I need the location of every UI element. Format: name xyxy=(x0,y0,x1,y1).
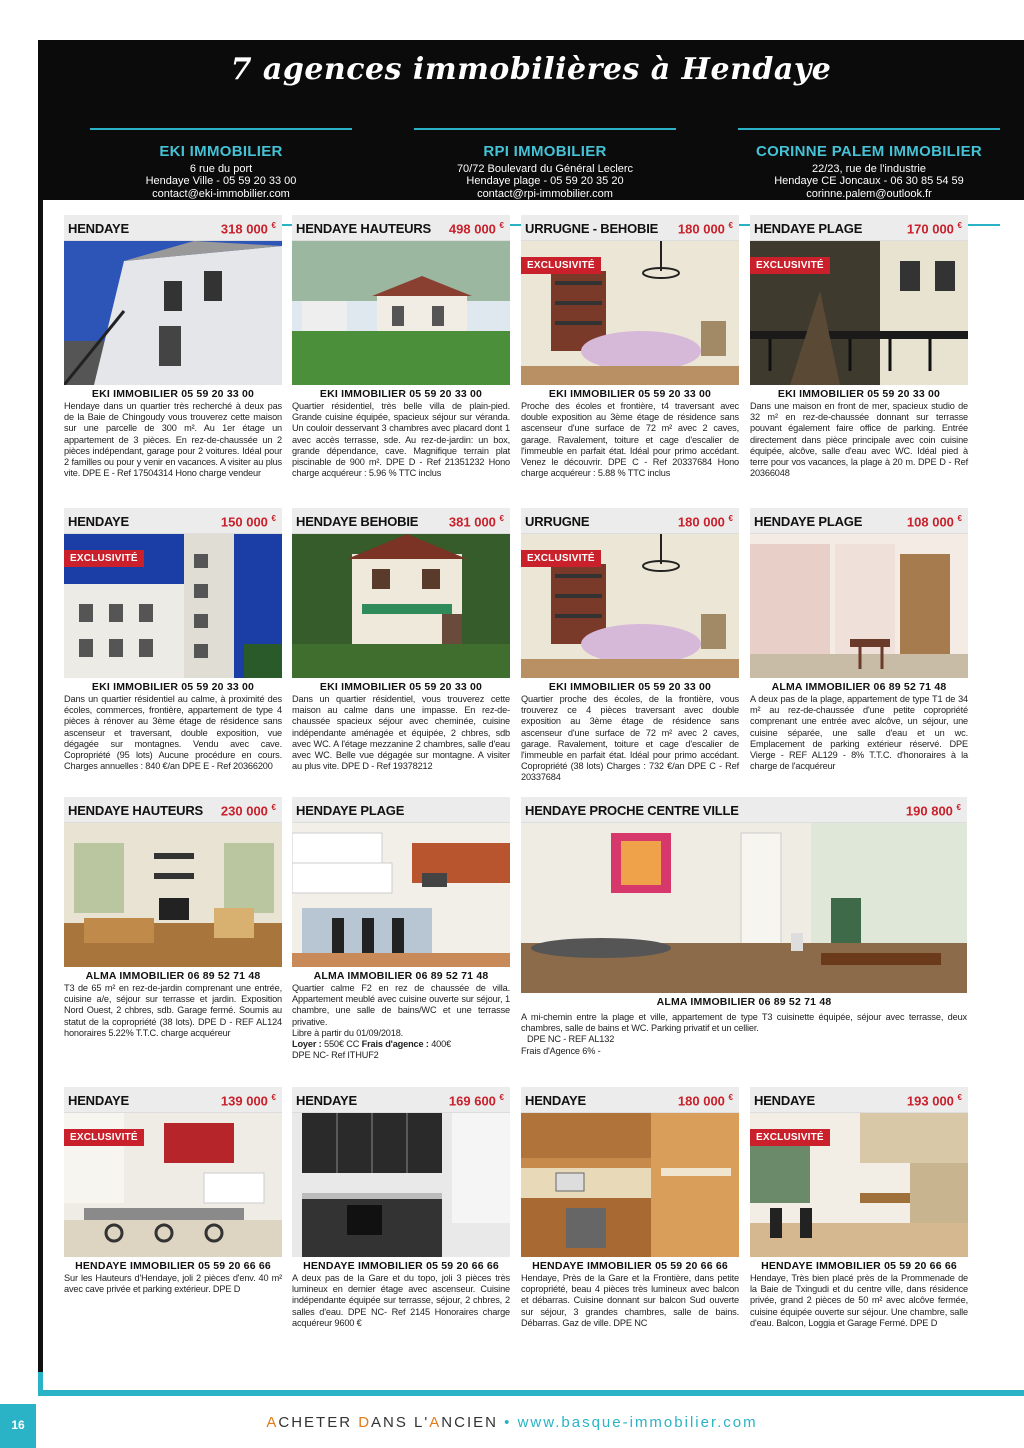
agency-email[interactable]: contact@eki-immobilier.com xyxy=(152,187,290,200)
agency-phone: Hendaye plage - 05 59 20 35 20 xyxy=(466,175,624,187)
listing-header xyxy=(292,508,510,534)
listing-header xyxy=(750,215,968,241)
agency-phone: Hendaye CE Joncaux - 06 30 85 54 59 xyxy=(774,175,964,187)
listing-description: Hendaye, Près de la Gare et la Frontière, dans petite copropriété, beau 4 pièces très lumineux avec balcon et débarras. Cuisine donnant sur balcon Sud ouverte sur séjour, 3 grandes chambres, salle de bains. Débarras. Gaz de ville. DPE NC xyxy=(521,1273,739,1328)
dining-room-photo[interactable] xyxy=(521,241,739,385)
listing-contact: EKI IMMOBILIER 05 59 20 33 00 xyxy=(91,388,255,400)
listing-header xyxy=(521,1087,739,1113)
listing-location: HENDAYE HAUTEURS xyxy=(296,221,432,236)
listing-price: 169 600 € xyxy=(448,1093,504,1109)
listing-description: A deux pas de la plage, appartement de type T1 de 34 m² au rez-de-chaussée d'une petite copropriété comprenant une entrée avec alcôve, un séjour, une cuisine séparée, une salle d'eau et un wc. Emplacement de parking extérieur réservé. DPE Vierge - REF AL129 - 8% T.T.C. d'honoraires à la charge de l'acquéreur xyxy=(750,694,968,772)
listing-card[interactable] xyxy=(750,1087,968,1329)
house-photo[interactable] xyxy=(64,241,282,385)
dining-room-photo[interactable] xyxy=(521,534,739,678)
listing-description: Hendaye dans un quartier très recherché à deux pas de la Baie de Chingoudy vous trouverez cette maison sur une parcelle de 300 m². Au 1er étage un appartement de 3 pièces. En rez-de-chaussée un 2 pièces indépendant, garage pour 2 voitures. Idéal pour 2 familles ou pour y venir en vacances. A visiter au plus vite. DPE E - Ref 17504314 Hono charge vendeur xyxy=(64,401,282,479)
listing-location: HENDAYE BEHOBIE xyxy=(296,514,419,529)
listing-description: A mi-chemin entre la plage et ville, appartement de type T3 cuisinette équipée, séjour avec terrasse, deux chambres, salle de bains et WC. Parking privatif et un cellier. DPE NC - REF AL132 Frais d'Agence 6% - xyxy=(521,1012,967,1056)
listing-location: HENDAYE HAUTEURS xyxy=(68,803,204,818)
listing-contact: EKI IMMOBILIER 05 59 20 33 00 xyxy=(319,388,483,400)
listing-description: Dans un quartier résidentiel au calme, à proximité des écoles, commerces, frontière, appartement de type 4 pièces à rénover au 3ème étage de résidence sans ascenseur et traversant, double exposition, vue dégagée sur montagnes. Vendu avec cave. Copropriété (95 lots) Aucune procédure en cours. Charges annuelles : 840 €/an DPE E - Ref 20366200 xyxy=(64,694,282,772)
listing-header xyxy=(292,797,510,823)
listing-location: URRUGNE xyxy=(525,514,590,529)
listing-header xyxy=(292,215,510,241)
listing-contact: ALMA IMMOBILIER 06 89 52 71 48 xyxy=(656,996,832,1008)
listing-price: 318 000 € xyxy=(220,221,276,237)
listing-description: Dans un quartier résidentiel, vous trouverez cette maison au calme dans une impasse. En rez-de-chaussée spacieux séjour avec cheminée, cuisine indépendante aménagée et équipée, 2 chbres, sdb avec WC. A l'étage mezzanine 2 chambres, salle d'eau avec WC. Belle vue dégagée sur montagne. A visiter au plus vite. DPE D - Ref 19378212 xyxy=(292,694,510,772)
header-title: 7 agences immobilières à Hendaye xyxy=(230,52,832,87)
listing-header xyxy=(521,797,967,823)
listing-price: 190 800 € xyxy=(905,803,961,819)
balcony-photo[interactable] xyxy=(750,241,968,385)
apartment-photo[interactable] xyxy=(521,823,967,993)
listing-contact: ALMA IMMOBILIER 06 89 52 71 48 xyxy=(85,970,261,982)
listing-contact: EKI IMMOBILIER 05 59 20 33 00 xyxy=(777,388,941,400)
agency-eki xyxy=(90,130,352,200)
agency-name: RPI IMMOBILIER xyxy=(483,143,607,160)
listing-description: Dans une maison en front de mer, spacieux studio de 32 m² en rez-de-chaussée donnant sur terrasse pouvant également faire office de parking. Entrée directement dans pièce principale avec coin cuisine équipée, alcôve, salle d'eau avec WC. Idéal pied à terre pour vos vacances, la plage à 20 m. DPE D - Ref 20366048 xyxy=(750,401,968,479)
listing-price: 150 000 € xyxy=(220,514,276,530)
exclusivity-badge: EXCLUSIVITÉ xyxy=(521,550,601,567)
kitchen-photo[interactable] xyxy=(64,1113,282,1257)
listing-location: HENDAYE PLAGE xyxy=(754,514,863,529)
listing-price: 180 000 € xyxy=(677,514,733,530)
kitchen-photo[interactable] xyxy=(292,823,510,967)
listing-card[interactable] xyxy=(64,215,282,479)
listing-price: 180 000 € xyxy=(677,1093,733,1109)
listing-description: Hendaye, Très bien placé près de la Prommenade de la Baie de Txingudi et du centre ville, dans résidence privée, grand 2 pièces de 50 m² avec alcôve fermée, cuisine équipée ouverte sur séjour. Une chambre, salle d'eau. Balcon, Loggia et Garage Fermé. DPE D xyxy=(750,1273,968,1328)
divider xyxy=(90,128,352,130)
agency-name: CORINNE PALEM IMMOBILIER xyxy=(755,143,983,160)
listing-header xyxy=(64,797,282,823)
listing-contact: HENDAYE IMMOBILIER 05 59 20 66 66 xyxy=(532,1260,728,1272)
exclusivity-badge: EXCLUSIVITÉ xyxy=(750,1129,830,1146)
room-photo[interactable] xyxy=(750,534,968,678)
listing-card[interactable] xyxy=(292,215,510,479)
listing-card[interactable] xyxy=(521,1087,739,1329)
listing-header xyxy=(521,508,739,534)
living-room-photo[interactable] xyxy=(64,823,282,967)
exclusivity-badge: EXCLUSIVITÉ xyxy=(521,257,601,274)
footer-tagline: ACHETER DANS L'ANCIEN • www.basque-immobilier.com xyxy=(266,1414,758,1431)
listing-card[interactable] xyxy=(521,508,739,784)
listing-location: HENDAYE xyxy=(68,514,129,529)
footer-band-inner xyxy=(43,1372,1024,1390)
building-photo[interactable] xyxy=(64,534,282,678)
listing-location: HENDAYE xyxy=(296,1093,357,1108)
listing-header xyxy=(292,1087,510,1113)
listing-price: 108 000 € xyxy=(906,514,962,530)
listing-card[interactable] xyxy=(64,508,282,772)
divider xyxy=(738,128,1000,130)
listing-location: HENDAYE PLAGE xyxy=(296,803,405,818)
listing-location: URRUGNE - BEHOBIE xyxy=(525,221,659,236)
listing-price: 381 000 € xyxy=(448,514,504,530)
listing-location: HENDAYE PROCHE CENTRE VILLE xyxy=(525,803,739,818)
kitchen-photo[interactable] xyxy=(750,1113,968,1257)
listing-header xyxy=(521,215,739,241)
listing-location: HENDAYE xyxy=(754,1093,815,1108)
listing-location: HENDAYE xyxy=(68,221,129,236)
listing-card[interactable] xyxy=(292,1087,510,1329)
listing-card[interactable] xyxy=(521,797,967,1057)
listing-contact: ALMA IMMOBILIER 06 89 52 71 48 xyxy=(313,970,489,982)
listing-card[interactable] xyxy=(292,508,510,772)
listing-description: Quartier proche des écoles, de la frontière, vous trouverez ce 4 pièces traversant avec double exposition au 3ème étage de résidence sans ascenseur d'une surface de 72 m² avec 2 caves, garage. Ravalement, toiture et cage d'escalier de l'immeuble en parfait état. Idéal pour primo accédant. Copropriété (38 lots) Charges : 732 €/an DPE C - Ref 20337684 xyxy=(521,694,739,783)
agency-address: 70/72 Boulevard du Général Leclerc xyxy=(456,162,634,175)
agency-palem xyxy=(738,130,1000,200)
kitchen-photo[interactable] xyxy=(292,1113,510,1257)
listing-card[interactable] xyxy=(750,508,968,772)
listing-card[interactable] xyxy=(521,215,739,479)
listing-price: 139 000 € xyxy=(220,1093,276,1109)
listing-card[interactable] xyxy=(64,797,282,1039)
listing-description: T3 de 65 m² en rez-de-jardin comprenant une entrée, cuisine a/e, séjour sur terrasse et jardin. Exposition Nord Ouest, 2 chbres, sdb. Garage fermé. Soumis au statut de la copropriété (38 lots). DPE D - REF AL124 honoraires 5.22% T.T.C. charge acquéreur xyxy=(64,983,282,1038)
listing-card[interactable] xyxy=(292,797,510,1061)
agency-email[interactable]: corinne.palem@outlook.fr xyxy=(806,187,932,200)
listing-contact: HENDAYE IMMOBILIER 05 59 20 66 66 xyxy=(303,1260,499,1272)
listing-header xyxy=(750,1087,968,1113)
listing-card[interactable] xyxy=(64,1087,282,1295)
agency-phone: Hendaye Ville - 05 59 20 33 00 xyxy=(145,175,297,187)
listing-contact: EKI IMMOBILIER 05 59 20 33 00 xyxy=(91,681,255,693)
listing-location: HENDAYE xyxy=(68,1093,129,1108)
listing-card[interactable] xyxy=(750,215,968,479)
agency-address: 22/23, rue de l'industrie xyxy=(811,162,926,175)
listing-header xyxy=(750,508,968,534)
agency-rpi xyxy=(414,130,676,200)
divider xyxy=(414,128,676,130)
agency-email[interactable]: contact@rpi-immobilier.com xyxy=(477,187,613,200)
listing-contact: EKI IMMOBILIER 05 59 20 33 00 xyxy=(548,388,712,400)
listing-contact: HENDAYE IMMOBILIER 05 59 20 66 66 xyxy=(75,1260,271,1272)
listing-description: Quartier résidentiel, très belle villa de plain-pied. Grande cuisine équipée, spacieux séjour sur véranda. Un couloir desservant 3 chambres avec placard dont 1 avec accès terrasse, sde. Au rez-de-jardin: un box, grande dépendance, cave. Magnifique terrain plat piscinable de 900 m². DPE D - Ref 21351232 Hono charge acquéreur : 5.96 % TTC inclus xyxy=(292,401,510,479)
listing-header xyxy=(64,508,282,534)
listing-price: 180 000 € xyxy=(677,221,733,237)
listing-contact: ALMA IMMOBILIER 06 89 52 71 48 xyxy=(771,681,947,693)
page-number: 16 xyxy=(0,1404,36,1448)
exclusivity-badge: EXCLUSIVITÉ xyxy=(64,1129,144,1146)
listing-description: Sur les Hauteurs d'Hendaye, joli 2 pièces d'env. 40 m² avec cave privée et parking extérieur. DPE D xyxy=(64,1273,282,1295)
agency-name: EKI IMMOBILIER xyxy=(159,143,283,160)
listing-header xyxy=(64,215,282,241)
listing-header xyxy=(64,1087,282,1113)
listing-description: Quartier calme F2 en rez de chaussée de villa. Appartement meublé avec cuisine ouverte sur séjour, 1 chambre, une salle de bains/WC et une terrasse privative. Libre à partir du 01/09/2018. Loyer : 550€ CC Frais d'agence : 400€ DPE NC- Ref ITHUF2 xyxy=(292,983,510,1061)
listing-price: 230 000 € xyxy=(220,803,276,819)
listing-location: HENDAYE PLAGE xyxy=(754,221,863,236)
listing-contact: HENDAYE IMMOBILIER 05 59 20 66 66 xyxy=(761,1260,957,1272)
agency-address: 6 rue du port xyxy=(189,162,253,175)
listing-location: HENDAYE xyxy=(525,1093,586,1108)
website-link[interactable]: www.basque-immobilier.com xyxy=(517,1414,758,1431)
listing-description: Proche des écoles et frontière, t4 traversant avec double exposition au 3ème étage de résidence sans ascenseur d'une surface de 72 m² avec 2 caves, garage. Ravalement, toiture et cage d'escalier de l'immeuble en parfait état. Idéal pour primo accédant. Venez le découvrir. DPE C - Ref 20337684 Hono charge acquéreur : 5.88 % TTC inclus xyxy=(521,401,739,479)
house-photo[interactable] xyxy=(292,241,510,385)
house-photo[interactable] xyxy=(292,534,510,678)
listing-price: 170 000 € xyxy=(906,221,962,237)
listing-contact: EKI IMMOBILIER 05 59 20 33 00 xyxy=(319,681,483,693)
listing-description: A deux pas de la Gare et du topo, joli 3 pièces très lumineux en dernier étage avec ascenseur. Cuisine indépendante équipée sur terrasse, séjour, 2 chbres, 2 salles d'eau. DPE NC- Ref 2145 Honoraires charge acquéreur 9600 € xyxy=(292,1273,510,1328)
exclusivity-badge: EXCLUSIVITÉ xyxy=(64,550,144,567)
exclusivity-badge: EXCLUSIVITÉ xyxy=(750,257,830,274)
listing-price: 498 000 € xyxy=(448,221,504,237)
kitchen-photo[interactable] xyxy=(521,1113,739,1257)
agencies-header xyxy=(38,40,1024,200)
listing-contact: EKI IMMOBILIER 05 59 20 33 00 xyxy=(548,681,712,693)
listing-price: 193 000 € xyxy=(906,1093,962,1109)
